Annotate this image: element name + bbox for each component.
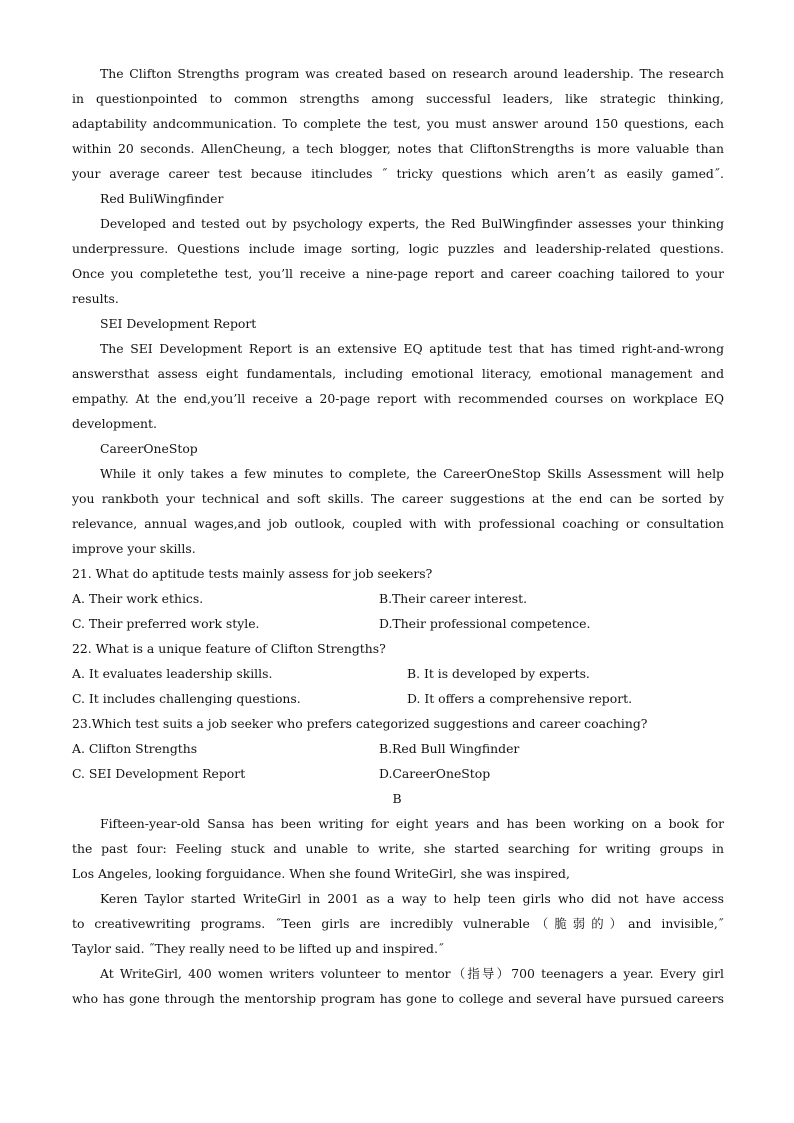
option-b: B. It is developed by experts. [407, 666, 590, 681]
paragraph-line: The Clifton Strengths program was created based on research around leadership. The research [100, 66, 724, 81]
option-c: C. It includes challenging questions. [72, 691, 301, 706]
paragraph-line: who has gone through the mentorship program has gone to college and several have pursued careers [72, 991, 724, 1006]
paragraph-line: relevance, annual wages,and job outlook, coupled with with professional coaching or consultation [72, 516, 724, 531]
paragraph-line: At WriteGirl, 400 women writers volunteer to mentor（指导）700 teenagers a year. Every girl [100, 966, 724, 981]
paragraph-line: development. [72, 416, 157, 431]
option-a: A. It evaluates leadership skills. [72, 666, 273, 681]
paragraph-line: in questionpointed to common strengths among successful leaders, like strategic thinking, [72, 91, 724, 106]
option-b: B.Red Bull Wingfinder [379, 741, 520, 756]
paragraph-line: underpressure. Questions include image sorting, logic puzzles and leadership-related questions. [72, 241, 724, 256]
paragraph-line: Keren Taylor started WriteGirl in 2001 as a way to help teen girls who did not have access [100, 891, 724, 906]
paragraph-line: The SEI Development Report is an extensive EQ aptitude test that has timed right-and-wrong [100, 341, 724, 356]
option-a: A. Their work ethics. [72, 591, 204, 606]
option-c: C. Their preferred work style. [72, 616, 260, 631]
option-d: D. It offers a comprehensive report. [407, 691, 633, 706]
section-heading: Red BuliWingfinder [100, 191, 224, 206]
paragraph-line: the past four: Feeling stuck and unable to write, she started searching for writing groups in [72, 841, 724, 856]
paragraph-line: empathy. At the end,you’ll receive a 20-page report with recommended courses on workplace EQ [72, 391, 724, 406]
paragraph-line: Developed and tested out by psychology experts, the Red BulWingfinder assesses your thinking [100, 216, 724, 231]
paragraph-line: results. [72, 291, 119, 306]
paragraph-line: Taylor said. ˝They really need to be lifted up and inspired.˝ [72, 941, 445, 956]
option-b: B.Their career interest. [379, 591, 528, 606]
section-heading: SEI Development Report [100, 316, 257, 331]
option-c: C. SEI Development Report [72, 766, 246, 781]
question-stem: 22. What is a unique feature of Clifton Strengths? [72, 641, 386, 656]
question-stem: 21. What do aptitude tests mainly assess for job seekers? [72, 566, 433, 581]
paragraph-line: to creativewriting programs. ˝Teen girls are incredibly vulnerable（脆弱的）and invisible,˝ [72, 916, 724, 931]
paragraph-line: adaptability andcommunication. To complete the test, you must answer around 150 questions, each [72, 116, 724, 131]
option-d: D.Their professional competence. [379, 616, 591, 631]
paragraph-line: Fifteen-year-old Sansa has been writing for eight years and has been working on a book for [100, 816, 724, 831]
section-heading: CareerOneStop [100, 441, 198, 456]
section-label: B [392, 791, 402, 806]
option-a: A. Clifton Strengths [72, 741, 198, 756]
paragraph-line: While it only takes a few minutes to complete, the CareerOneStop Skills Assessment will help [100, 466, 724, 481]
paragraph-line: Los Angeles, looking forguidance. When she found WriteGirl, she was inspired, [72, 866, 570, 881]
paragraph-line: improve your skills. [72, 541, 196, 556]
paragraph-line: your average career test because itincludes ˝ tricky questions which aren’t as easily gamed˝. [72, 166, 724, 181]
paragraph-line: answersthat assess eight fundamentals, including emotional literacy, emotional management and [72, 366, 724, 381]
question-stem: 23.Which test suits a job seeker who prefers categorized suggestions and career coaching? [72, 716, 648, 731]
paragraph-line: you rankboth your technical and soft skills. The career suggestions at the end can be sorted by [72, 491, 724, 506]
option-d: D.CareerOneStop [379, 766, 491, 781]
paragraph-line: Once you completethe test, you’ll receive a nine-page report and career coaching tailored to your [72, 266, 724, 281]
paragraph-line: within 20 seconds. AllenCheung, a tech blogger, notes that CliftonStrengths is more valuable than [72, 141, 724, 156]
